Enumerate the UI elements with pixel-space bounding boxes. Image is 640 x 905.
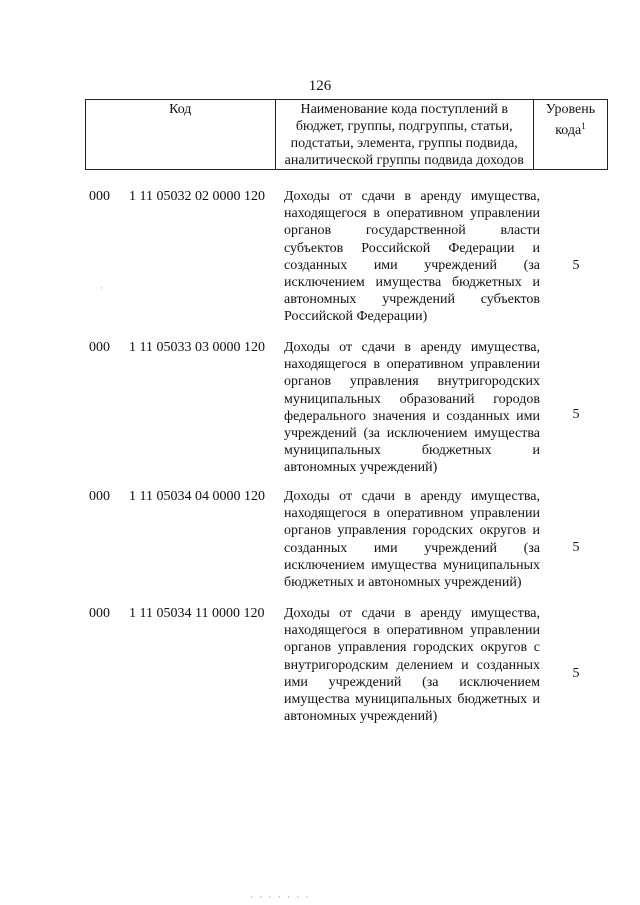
header-level-footnote: 1 [581,121,586,131]
row-prefix: 000 [89,340,110,355]
row-prefix: 000 [89,606,110,621]
page-number: 126 [308,78,332,94]
row-description: Доходы от сдачи в аренду имущества, находящегося в оперативном управлении органов управления внутригородских муниципальных образований городов федерального значения и созданных ими учреждений (за исключением имущества муниципальных бюджетных и автономных учреждений) [284,340,540,476]
row-description: Доходы от сдачи в аренду имущества, находящегося в оперативном управлении органов управления городских округов и созданных ими учреждений (за исключением имущества муниципальных бюджетных и автономных учреждений) [284,489,540,591]
scan-artifact: · [100,283,103,293]
row-code: 1 11 05034 11 0000 120 [129,606,265,621]
row-description: Доходы от сдачи в аренду имущества, находящегося в оперативном управлении органов государственной власти субъектов Российской Федерации и созданных ими учреждений (за исключением имущества бюджетных и автономных учреждений субъектов Российской Федерации) [284,189,540,325]
header-level [533,100,607,170]
row-code: 1 11 05032 02 0000 120 [129,189,265,204]
header-level-label: Уровень кода [545,102,596,138]
row-level: 5 [572,407,580,422]
row-code: 1 11 05033 03 0000 120 [129,340,265,355]
row-level: 5 [572,540,580,555]
row-description: Доходы от сдачи в аренду имущества, находящегося в оперативном управлении органов управления городских округов с внутригородским делением и созданных ими учреждений (за исключением имущества муниципальных бюджетных и автономных учреждений) [284,606,540,725]
row-level: 5 [572,666,580,681]
table-header [85,99,608,170]
header-name: Наименование кода поступлений в бюджет, группы, подгруппы, статьи, подстатьи, элемента, группы подвида, аналитической группы подвида доходов [275,100,533,170]
table-header-row [86,100,608,170]
row-prefix: 000 [89,489,110,504]
row-level: 5 [572,258,580,273]
row-code: 1 11 05034 04 0000 120 [129,489,265,504]
header-code: Код [86,100,276,170]
scan-artifact-footer: · · · · · · · [250,892,311,902]
row-prefix: 000 [89,189,110,204]
